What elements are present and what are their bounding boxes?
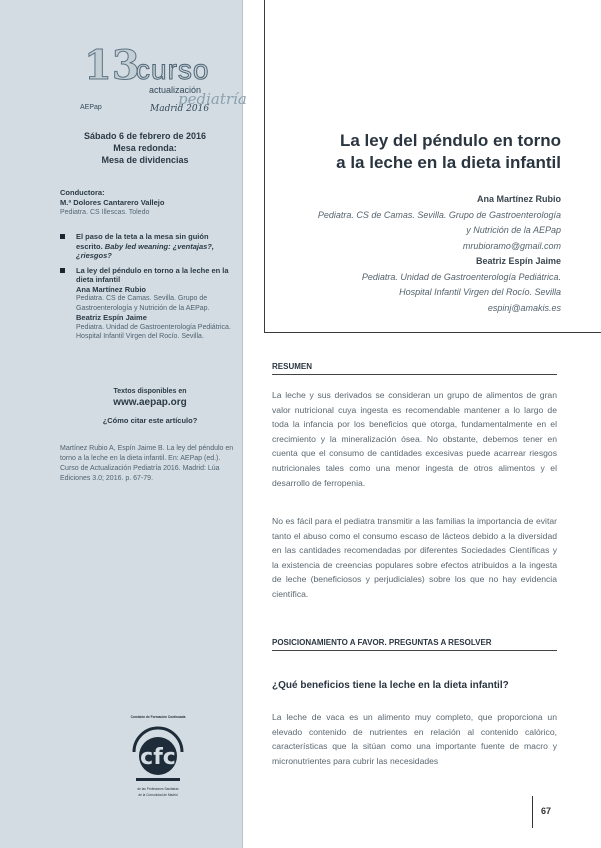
session-info [60, 130, 230, 166]
course-logo [74, 40, 247, 118]
moderator-block [60, 188, 230, 218]
moderator-label: Conductora: [60, 188, 105, 197]
author-email[interactable]: mrubioramo@gmail.com [462, 240, 561, 251]
session-type: Mesa redonda: [113, 143, 177, 153]
article-header [264, 0, 601, 333]
available-texts [60, 388, 240, 425]
cfc-line1: Comisión de Formación Continuada [130, 715, 186, 719]
article-title [336, 130, 561, 174]
author-block [261, 192, 561, 316]
agenda-item-title: La ley del péndulo en torno a la leche en la dieta infantil [76, 265, 229, 284]
session-date: Sábado 6 de febrero de 2016 [83, 131, 207, 141]
agenda-item [60, 232, 232, 261]
logo-brand: AEPap [80, 104, 102, 111]
title-line: La ley del péndulo en torno [339, 131, 561, 150]
author-affiliation: Pediatra. Unidad de Gastroenterología Pediátrica. [361, 271, 561, 282]
author-name: Beatriz Espín Jaime [475, 256, 561, 266]
subsection-question: ¿Qué beneficios tiene la leche en la dieta infantil? [272, 680, 509, 691]
paragraph: La leche de vaca es un alimento muy completo, que proporciona un elevado contenido de nutrientes en relación al contenido calórico, características que la sitúan como una importante fuente de macro y micronutrientes para cubrir las necesidades [272, 712, 557, 766]
author-affiliation: y Nutrición de la AEPap [466, 225, 561, 235]
agenda-author: Beatriz Espín Jaime [76, 313, 147, 322]
agenda-list [60, 232, 232, 347]
logo-subtitle: actualización [149, 85, 202, 95]
logo-number: 13 [84, 42, 140, 89]
agenda-item [60, 266, 232, 342]
agenda-affiliation: Pediatra. Unidad de Gastroenterología Pediátrica. Hospital Infantil Virgen del Rocío. Sevilla. [76, 323, 231, 340]
sidebar [0, 0, 247, 848]
author-affiliation: Pediatra. CS de Camas. Sevilla. Grupo de Gastroenterología [317, 209, 561, 220]
agenda-affiliation: Pediatra. CS de Camas. Sevilla. Grupo de Gastroenterología y Nutrición de la AEPap. [76, 295, 210, 312]
bullet-square-icon [60, 234, 65, 239]
author-affiliation: Hospital Infantil Virgen del Rocío. Sevilla [399, 287, 561, 297]
paragraph: La leche y sus derivados se consideran un grupo de alimentos de gran valor nutricional cuya ingesta es recomendable mantener a lo largo de toda la infancia por los beneficios que otorga, fundamentalmente en el crecimiento y la mineralización ósea. No obstante, debemos tener en cuenta que el consumo de cantidades excesivas puede acarrear riesgos nutricionales tales como una menor ingesta de otros alimentos y el desarrollo de ferropenia. [272, 390, 557, 488]
available-label: Textos disponibles en [113, 388, 187, 395]
cite-question: ¿Cómo citar este artículo? [102, 416, 198, 425]
moderator-place: Pediatra. CS Illescas. Toledo [60, 209, 150, 216]
cfc-accreditation-logo [128, 712, 188, 810]
agenda-item-italic: Baby led weaning: ¿ventajas?, ¿riesgos? [76, 241, 214, 260]
cfc-line3: de la Comunidad de Madrid [138, 793, 178, 797]
logo-word: curso [136, 54, 210, 85]
cfc-line2: de las Profesiones Sanitarias [137, 787, 179, 791]
author-name: Ana Martínez Rubio [476, 194, 561, 204]
website-link[interactable]: www.aepap.org [113, 397, 187, 408]
session-name: Mesa de dividencias [101, 155, 189, 165]
moderator-name: M.ª Dolores Cantarero Vallejo [60, 198, 165, 207]
page-number: 67 [532, 796, 551, 828]
title-line: a la leche en la dieta infantil [336, 153, 561, 172]
agenda-item-title: El paso de la teta a la mesa sin guión escrito. [76, 232, 209, 251]
svg-text:cfc: cfc [140, 745, 176, 770]
bullet-square-icon [60, 268, 65, 273]
citation-text: Martínez Rubio A, Espín Jaime B. La ley del péndulo en torno a la leche en la dieta infantil. En: AEPap (ed.). Curso de Actualización Pediatría 2016. Madrid: Lúa Ediciones 3.0; 2016. p. 67-79. [60, 445, 234, 482]
author-email[interactable]: espinj@amakis.es [487, 302, 561, 313]
paragraph: No es fácil para el pediatra transmitir a las familias la importancia de evitar tanto el abuso como el consumo escaso de lácteos debido a la diversidad en las cantidades recomendadas por diferentes Sociedades Científicas y la existencia de creencias populares sobre efectos atribuidos a la ingesta de leche (beneficiosos y perjudiciales) sobre los que no hay evidencia científica. [272, 516, 557, 599]
agenda-author: Ana Martínez Rubio [76, 284, 147, 294]
section-heading-resumen: RESUMEN [272, 362, 557, 375]
section-heading-posicionamiento: POSICIONAMIENTO A FAVOR. PREGUNTAS A RESOLVER [272, 638, 557, 651]
logo-place-year: Madrid 2016 [150, 104, 210, 114]
logo-script: pediatría [178, 90, 247, 108]
